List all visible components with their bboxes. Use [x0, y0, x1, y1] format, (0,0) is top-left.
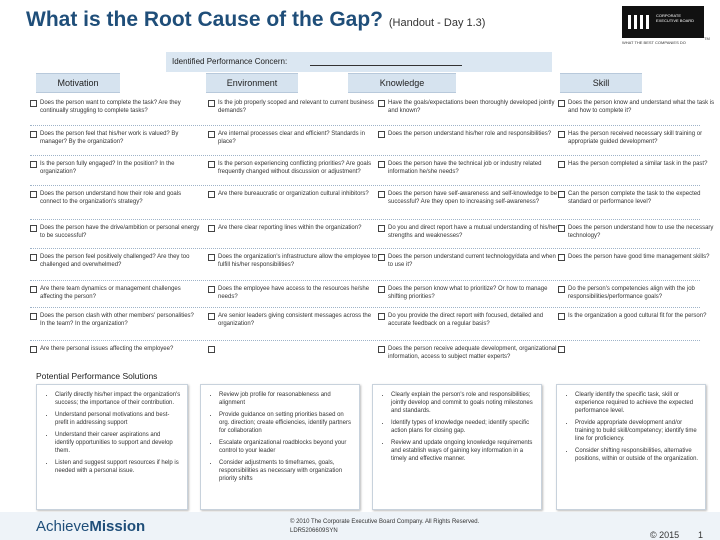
checklist-item-text: Has the person received necessary skill training or appropriate guided development?: [568, 131, 703, 145]
column-heading: Skill: [560, 73, 642, 93]
checkbox[interactable]: [208, 100, 215, 107]
checklist-item-text: Does the person understand how their role and goals connect to the organization's strategy?: [40, 191, 182, 205]
checkbox[interactable]: [208, 286, 215, 293]
brand-mission: Mission: [89, 518, 146, 535]
checklist-item-text: Does the person have the technical job or industry related information he/she needs?: [388, 161, 542, 175]
solution-box: [36, 384, 188, 510]
solution-list: [213, 391, 353, 483]
checklist-item: [558, 253, 718, 261]
checkbox[interactable]: [30, 313, 37, 320]
solution-item: • Escalate organizational roadblocks beyond your control to your leader: [219, 439, 353, 455]
solution-item: • Clarify directly his/her impact the organization's success; the importance of their contribution.: [55, 391, 181, 407]
checklist-item-text: Does the person know what to prioritize? Or how to manage shifting priorities?: [388, 286, 548, 300]
checklist-item-text: Are there bureaucratic or organization cultural inhibitors?: [218, 191, 369, 197]
checkbox[interactable]: [378, 254, 385, 261]
checklist-item: [30, 130, 200, 146]
checklist-item: [378, 345, 558, 361]
solution-item: • Review job profile for reasonableness and alignment: [219, 391, 353, 407]
trademark: TM: [704, 36, 710, 41]
checklist-item-text: Does the person understand current technology/data and when to use it?: [388, 254, 556, 268]
checklist-item-text: Does the person clash with other members' personalities? In the team? In the organization?: [40, 313, 194, 327]
checklist-item: [30, 160, 200, 176]
row-divider: [30, 155, 700, 156]
checklist-item-text: Has the person completed a similar task in the past?: [568, 161, 708, 167]
checkbox[interactable]: [378, 131, 385, 138]
checklist-item-text: Does the person receive adequate development, organizational information, access to subject matter experts?: [388, 346, 557, 360]
checklist-item: [558, 99, 718, 115]
solution-item: • Consider adjustments to timeframes, goals, responsibilities as necessary with organization priority shifts: [219, 459, 353, 483]
checkbox[interactable]: [378, 161, 385, 168]
checklist-item-text: Are internal processes clear and efficient? Standards in place?: [218, 131, 365, 145]
checklist-item: [378, 190, 558, 206]
checkbox[interactable]: [558, 313, 565, 320]
page-title: [26, 8, 485, 32]
checklist-item-text: Does the employee have access to the resources he/she needs?: [218, 286, 370, 300]
checklist-item-text: Does the person understand how to use the necessary technology?: [568, 225, 714, 239]
checklist-item: [30, 285, 200, 301]
checkbox[interactable]: [558, 161, 565, 168]
checklist-item-text: Are there clear reporting lines within the organization?: [218, 225, 362, 231]
checklist-item: [208, 312, 380, 328]
page-number: 1: [698, 530, 704, 540]
checkbox[interactable]: [208, 254, 215, 261]
checklist-item-text: Does the person understand his/her role and responsibilities?: [388, 131, 552, 137]
solution-box: [372, 384, 542, 510]
title-text: What is the Root Cause of the Gap?: [26, 8, 384, 31]
checklist-item: [378, 130, 558, 138]
checkbox[interactable]: [378, 225, 385, 232]
checkbox[interactable]: [30, 161, 37, 168]
checkbox[interactable]: [558, 346, 565, 353]
achievemission-logo: [36, 518, 145, 535]
solution-item: • Understand their career aspirations and identify opportunities to support and develop them.: [55, 431, 181, 455]
checklist-item: [558, 160, 718, 168]
solution-item: • Listen and suggest support resources if help is needed with a personal issue.: [55, 459, 181, 475]
solution-box: [556, 384, 706, 510]
checklist-item: [558, 224, 718, 240]
checklist-item-text: Does the person have good time management skills?: [568, 254, 710, 260]
logo-tagline: WHAT THE BEST COMPANIES DO: [622, 40, 686, 45]
solution-item: • Provide appropriate development and/or training to build skill/competency; identify time line for proficiency.: [575, 419, 699, 443]
checklist-item-text: Are senior leaders giving consistent messages across the organization?: [218, 313, 372, 327]
solution-item: • Understand personal motivations and best-prefit in addressing support: [55, 411, 181, 427]
solution-item: • Provide guidance on setting priorities based on org. direction; create efficiencies, identify partners for collaboration: [219, 411, 353, 435]
checklist-item: [30, 345, 200, 353]
checkbox[interactable]: [208, 131, 215, 138]
brand-achieve: Achieve: [36, 518, 90, 535]
checkbox[interactable]: [378, 286, 385, 293]
performance-concern-label: Identified Performance Concern:: [172, 57, 288, 66]
checkbox[interactable]: [208, 191, 215, 198]
checklist-item: [208, 130, 380, 146]
performance-concern-blank: [310, 65, 462, 66]
checklist-item: [378, 99, 558, 115]
checklist-item: [558, 190, 718, 206]
checklist-item: [208, 190, 380, 198]
checklist-item-text: Can the person complete the task to the expected standard or performance level?: [568, 191, 701, 205]
checkbox[interactable]: [378, 346, 385, 353]
solution-box: [200, 384, 360, 510]
footer-year: © 2015: [650, 530, 680, 540]
checklist-item: [378, 285, 558, 301]
row-divider: [30, 219, 700, 220]
checklist-item: [378, 312, 558, 328]
checkbox[interactable]: [208, 161, 215, 168]
solution-list: [385, 391, 535, 463]
checkbox[interactable]: [208, 346, 215, 353]
checklist-item-text: Does the person feel positively challenged? Are they too challenged and overwhelmed?: [40, 254, 190, 268]
checklist-item-text: Does the person feel that his/her work is valued? By manager? By the organization?: [40, 131, 179, 145]
checkbox[interactable]: [558, 131, 565, 138]
solution-item: • Clearly identify the specific task, skill or experience required to achieve the expected performance level.: [575, 391, 699, 415]
logo-text: CORPORATE EXECUTIVE BOARD: [656, 13, 695, 23]
checkbox[interactable]: [378, 313, 385, 320]
copyright-text: © 2010 The Corporate Executive Board Company. All Rights Reserved. LDR5206609SYN: [290, 519, 480, 534]
checkbox[interactable]: [30, 191, 37, 198]
checkbox[interactable]: [558, 100, 565, 107]
checklist-item: [30, 190, 200, 206]
checklist-item-text: Do the person's competencies align with the job responsibilities/performance goals?: [568, 286, 695, 300]
column-heading: Environment: [206, 73, 298, 93]
checklist-item-text: Have the goals/expectations been thoroughly developed jointly and known?: [388, 100, 555, 114]
checkbox[interactable]: [30, 254, 37, 261]
checklist-item: [558, 285, 718, 301]
solution-item: • Review and update ongoing knowledge requirements and establish ways of gaining key information in a timely and effective manner.: [391, 439, 535, 463]
checkbox[interactable]: [30, 100, 37, 107]
checkbox[interactable]: [30, 225, 37, 232]
column-heading: Knowledge: [348, 73, 456, 93]
checkbox[interactable]: [30, 286, 37, 293]
row-divider: [30, 307, 700, 308]
solution-item: • Identify types of knowledge needed; identify specific action plans for closing gap.: [391, 419, 535, 435]
checkbox[interactable]: [378, 100, 385, 107]
solution-list: [49, 391, 181, 475]
row-divider: [30, 185, 700, 186]
checklist-item: [378, 224, 558, 240]
checklist-item-text: Do you provide the direct report with focused, detailed and accurate feedback on a regular basis?: [388, 313, 544, 327]
checklist-item: [558, 312, 718, 320]
checklist-item: [208, 160, 380, 176]
checklist-item-text: Do you and direct report have a mutual understanding of his/her strengths and weaknesses?: [388, 225, 558, 239]
checkbox[interactable]: [558, 254, 565, 261]
checkbox[interactable]: [558, 191, 565, 198]
checklist-item: [208, 253, 380, 269]
row-divider: [30, 125, 700, 126]
checkbox[interactable]: [558, 225, 565, 232]
performance-concern-bar: [166, 52, 552, 72]
checklist-item: [378, 160, 558, 176]
checklist-item-text: Does the person have self-awareness and self-knowledge to be successful? Are they open to increasing self-awareness?: [388, 191, 558, 205]
checklist-item-text: Does the person want to complete the task? Are they continually struggling to complete tasks?: [40, 100, 181, 114]
solution-item: • Clearly explain the person's role and responsibilities; jointly develop and commit to goals noting milestones and standards.: [391, 391, 535, 415]
checklist-item: [558, 130, 718, 146]
checklist-item: [30, 253, 200, 269]
subtitle: (Handout - Day 1.3): [388, 17, 486, 29]
checklist-item-text: Are there personal issues affecting the employee?: [40, 346, 174, 352]
solution-list: [569, 391, 699, 463]
checklist-item-text: Is the organization a good cultural fit for the person?: [568, 313, 707, 319]
checkbox[interactable]: [378, 191, 385, 198]
row-divider: [30, 340, 700, 341]
checklist-item-text: Does the person have the drive/ambition or personal energy to be successful?: [40, 225, 200, 239]
checkbox[interactable]: [558, 286, 565, 293]
checklist-item-text: Is the person experiencing conflicting priorities? Are goals frequently changed without discussion or adjustment?: [218, 161, 372, 175]
checklist-item: [30, 99, 200, 115]
solution-item: • Consider shifting responsibilities, alternative positions, within or outside of the organization.: [575, 447, 699, 463]
checklist-item: [378, 253, 558, 269]
checklist-item: [208, 285, 380, 301]
row-divider: [30, 280, 700, 281]
column-heading: Motivation: [36, 73, 120, 93]
checklist-item: [208, 224, 380, 232]
checklist-item: [30, 312, 200, 328]
checkbox[interactable]: [30, 131, 37, 138]
checkbox[interactable]: [208, 313, 215, 320]
checklist-item: [30, 224, 200, 240]
checklist-item-text: Is the job properly scoped and relevant to current business demands?: [218, 100, 374, 114]
checklist-item-text: Are there team dynamics or management challenges affecting the person?: [40, 286, 181, 300]
checklist-item-text: Does the organization's infrastructure allow the employee to fulfill his/her responsibilities?: [218, 254, 377, 268]
solutions-label: Potential Performance Solutions: [36, 371, 158, 381]
checklist-item-text: Is the person fully engaged? In the position? In the organization?: [40, 161, 175, 175]
row-divider: [30, 248, 700, 249]
cebb-logo: [622, 6, 704, 38]
building-icon: [628, 15, 650, 29]
checklist-item-text: Does the person know and understand what the task is and how to complete it?: [568, 100, 715, 114]
checkbox[interactable]: [30, 346, 37, 353]
checklist-item: [208, 99, 380, 115]
checkbox[interactable]: [208, 225, 215, 232]
